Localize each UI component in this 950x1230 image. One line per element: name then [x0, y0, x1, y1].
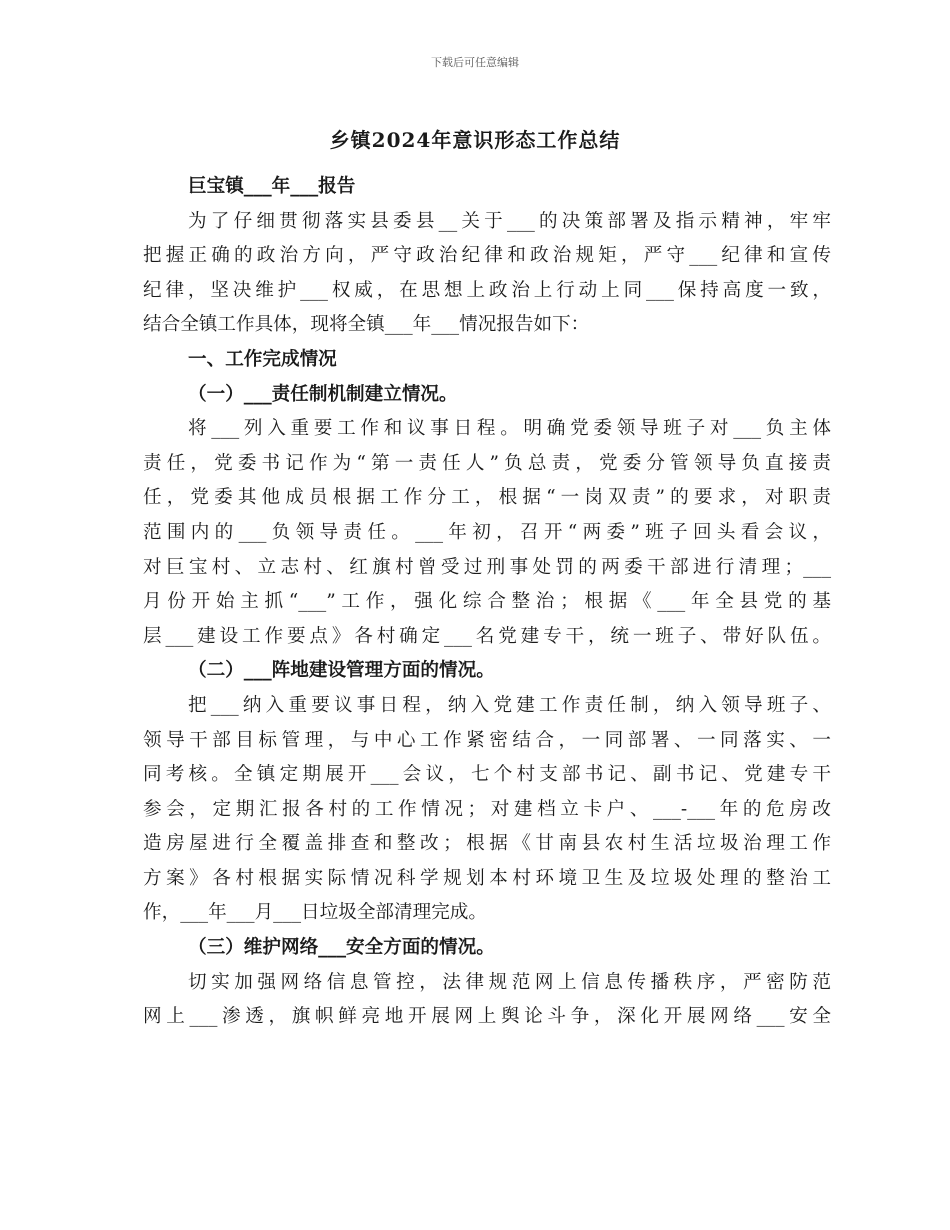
report-heading: 巨宝镇___年___报告 — [188, 176, 356, 197]
paragraph-line: 对巨宝村、立志村、红旗村曾受过刑事处罚的两委干部进行清理；___ — [143, 556, 831, 578]
paragraph-line: 纪律，坚决维护___权威，在思想上政治上行动上同___保持高度一致， — [143, 279, 831, 301]
paragraph-line: 网上___渗透，旗帜鲜亮地开展网上舆论斗争，深化开展网络___安全 — [143, 1006, 831, 1028]
subsection-heading: （一）___责任制机制建立情况。 — [188, 383, 458, 405]
paragraph-line: 层___建设工作要点》各村确定___名党建专干，统一班子、带好队伍。 — [143, 625, 831, 647]
paragraph-line: 领导干部目标管理，与中心工作紧密结合，一同部署、一同落实、一 — [143, 729, 831, 751]
subsection-heading: （三）维护网络___安全方面的情况。 — [188, 937, 495, 959]
paragraph-line: 切实加强网络信息管控，法律规范网上信息传播秩序，严密防范 — [188, 971, 831, 993]
paragraph-line: 为了仔细贯彻落实县委县__关于___的决策部署及指示精神，牢牢 — [188, 210, 831, 232]
paragraph-line: 作，___年___月___日垃圾全部清理完成。 — [143, 902, 487, 924]
subsection-heading: （二）___阵地建设管理方面的情况。 — [188, 660, 495, 682]
paragraph-line: 结合全镇工作具体，现将全镇___年___情况报告如下： — [143, 314, 590, 336]
paragraph-line: 将___列入重要工作和议事日程。明确党委领导班子对___负主体 — [188, 418, 831, 440]
page-header-note: 下载后可任意编辑 — [431, 56, 519, 69]
section-heading: 一、工作完成情况 — [188, 348, 337, 370]
paragraph-line: 把___纳入重要议事日程，纳入党建工作责任制，纳入领导班子、 — [188, 694, 831, 716]
paragraph-line: 同考核。全镇定期展开___会议，七个村支部书记、副书记、党建专干 — [143, 764, 831, 786]
paragraph-line: 方案》各村根据实际情况科学规划本村环境卫生及垃圾处理的整治工 — [143, 867, 831, 889]
paragraph-line: 参会，定期汇报各村的工作情况；对建档立卡户、___-___年的危房改 — [143, 798, 831, 820]
paragraph-line: 任，党委其他成员根据工作分工，根据“一岗双责”的要求，对职责 — [143, 487, 831, 509]
document-body — [143, 170, 831, 1035]
paragraph-line: 责任，党委书记作为“第一责任人”负总责，党委分管领导负直接责 — [143, 452, 831, 474]
paragraph-line: 造房屋进行全覆盖排查和整改；根据《甘南县农村生活垃圾治理工作 — [143, 833, 831, 855]
paragraph-line: 月份开始主抓“___”工作，强化综合整治；根据《___年全县党的基 — [143, 591, 831, 613]
paragraph-line: 把握正确的政治方向，严守政治纪律和政治规矩，严守___纪律和宣传 — [143, 245, 831, 267]
paragraph-line: 范围内的___负领导责任。___年初，召开“两委”班子回头看会议， — [143, 521, 831, 543]
document-title: 乡镇2024年意识形态工作总结 — [329, 128, 621, 152]
